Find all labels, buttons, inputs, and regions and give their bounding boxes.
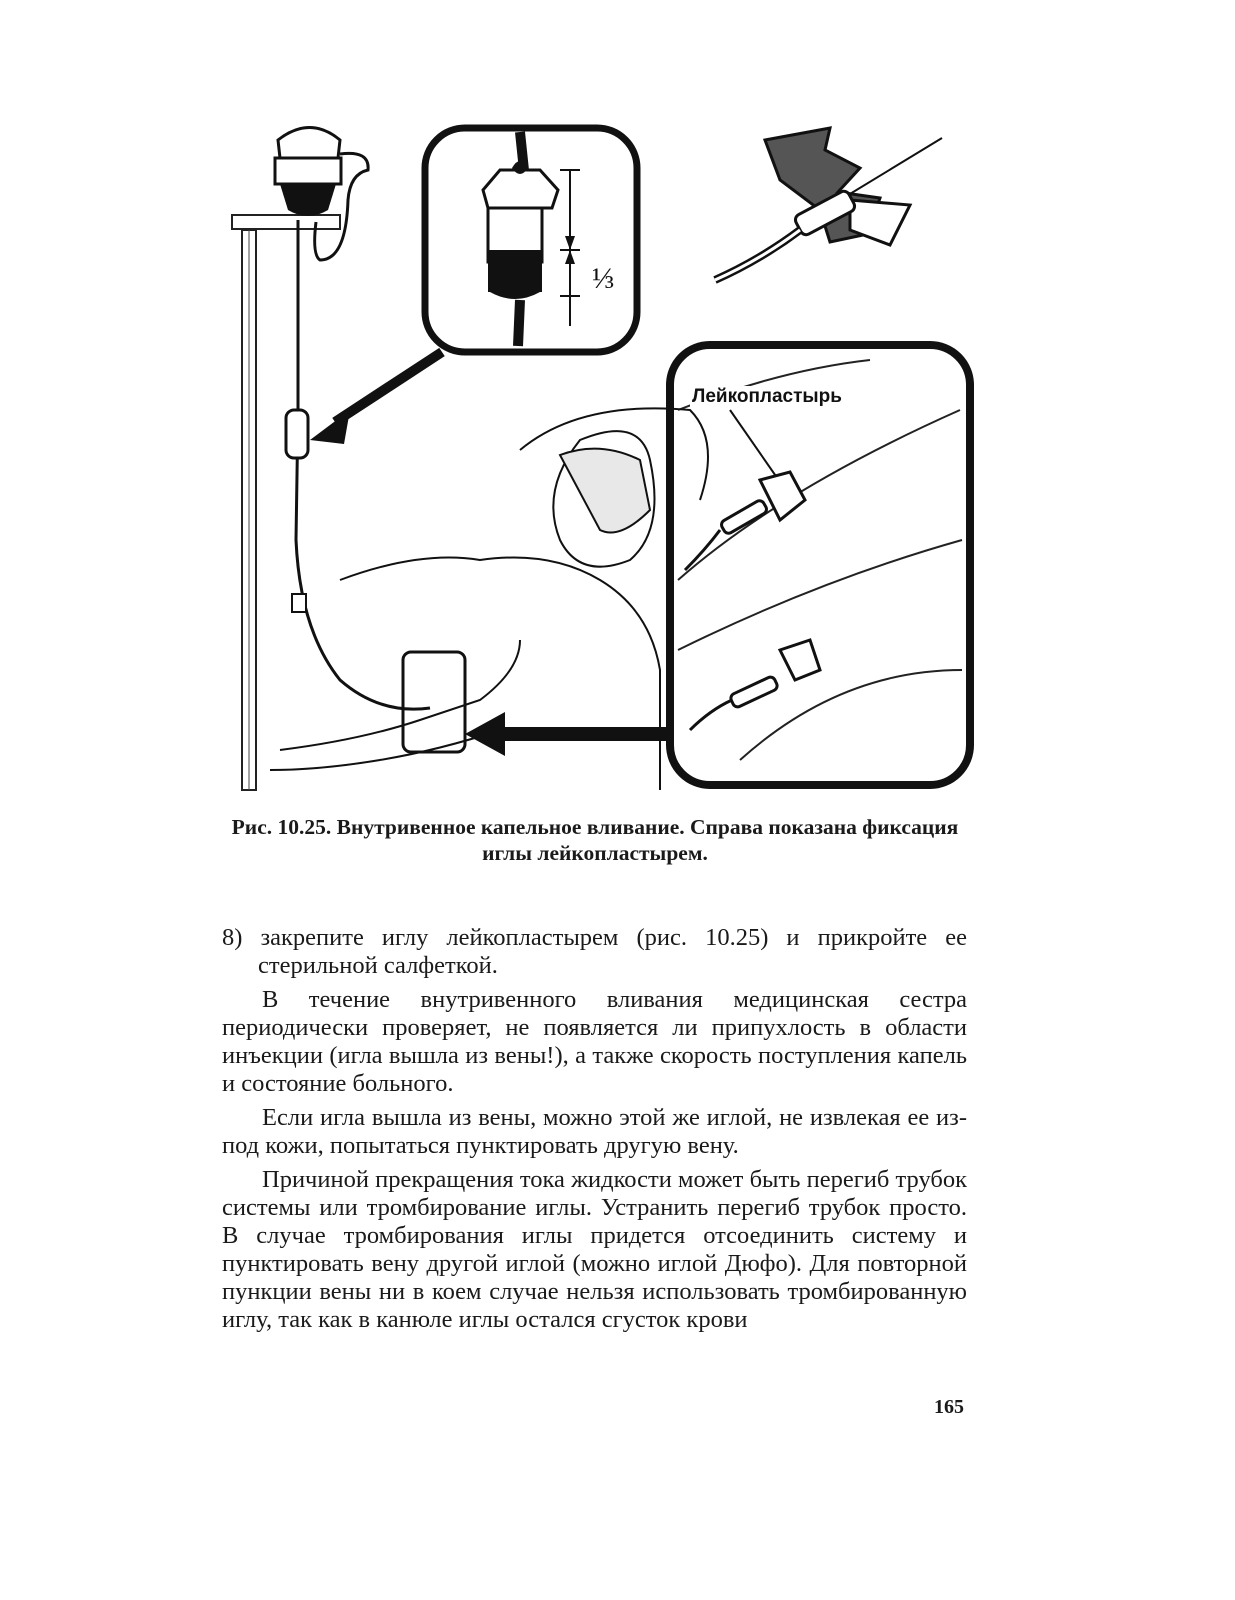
body-text — [222, 924, 967, 1340]
injection-site-frame — [403, 652, 465, 752]
drip-chamber — [286, 410, 308, 458]
inset-plaster-fixation — [670, 345, 970, 785]
page-number: 165 — [934, 1396, 964, 1418]
tube-clamp — [292, 594, 306, 612]
arrow-to-arm — [495, 727, 670, 741]
plaster-label: Лейкопластырь — [692, 386, 842, 407]
caption-text: Внутривенное капельное вливание. Справа показана фиксация иглы лейкопластырем. — [336, 815, 959, 865]
paragraph-flow-stop: Причиной прекращения тока жидкости может быть перегиб трубок системы или тромбирование иглы. Устранить перегиб трубок просто. В случае тромбирования иглы придется отсоединить систему и пунктировать вену другой иглой (можно иглой Дюфо). Для повторной пункции вены ни в коем случае нельзя использовать тромбированную иглу, так как в канюле иглы остался сгусток крови — [222, 1166, 967, 1333]
paragraph-step-8: 8) закрепите иглу лейкопластырем (рис. 10.25) и прикройте ее стерильной салфеткой. — [222, 924, 967, 979]
arrow-to-drip-chamber — [335, 352, 442, 422]
figure-caption — [215, 814, 975, 866]
figure-iv-drip — [220, 110, 990, 800]
caption-figure-number: Рис. 10.25. — [231, 815, 332, 839]
iv-tubing — [296, 220, 430, 709]
iv-drip-illustration — [220, 110, 990, 800]
iv-stand-arm — [232, 215, 340, 229]
drip-bottle — [275, 128, 368, 261]
drip-fraction-label: ⅓ — [592, 262, 615, 295]
inset-drip-chamber — [425, 128, 637, 352]
paragraph-needle-out: Если игла вышла из вены, можно этой же иглой, не извлекая ее из-под кожи, попытаться пунктировать другую вену. — [222, 1104, 967, 1159]
butterfly-needle-drawing — [715, 128, 942, 280]
paragraph-monitoring: В течение внутривенного вливания медицинская сестра периодически проверяет, не появляется ли припухлость в области инъекции (игла вышла из вены!), а также скорость поступления капель и состояние больного. — [222, 986, 967, 1097]
